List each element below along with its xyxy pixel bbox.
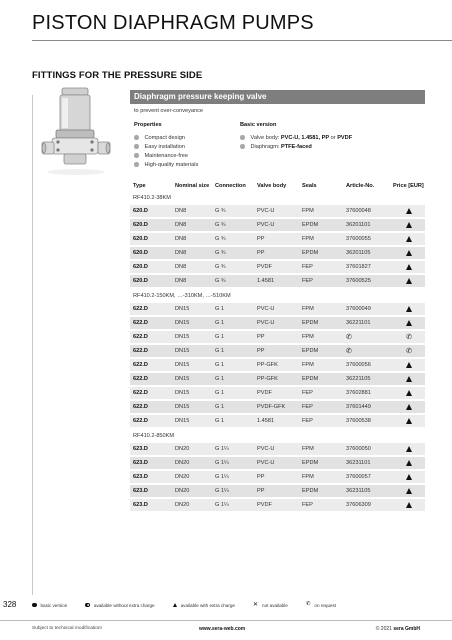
cross-icon: ✕ (252, 602, 259, 608)
header-connection: Connection (215, 183, 246, 189)
list-item: Maintenance-free (134, 151, 198, 160)
table-row (130, 499, 425, 511)
bullet-icon (134, 135, 139, 140)
price-cell: ✆ (406, 348, 412, 355)
valve-body-cell: PP (257, 250, 265, 256)
valve-body-cell: PVC-U (257, 446, 275, 452)
price-cell (393, 446, 425, 452)
connection-cell: G 1¼ (215, 460, 229, 466)
triangle-icon (406, 222, 412, 228)
price-cell (393, 236, 425, 242)
article-no-cell: 37600048 (346, 208, 371, 214)
article-no-cell: 36201105 (346, 250, 371, 256)
bullet-icon (134, 162, 139, 167)
seal-cell: FEP (302, 390, 313, 396)
price-cell (393, 474, 425, 480)
article-no-cell: ✆ (346, 334, 352, 341)
price-cell: ✆ (406, 334, 412, 341)
price-cell (393, 502, 425, 508)
section-title: FITTINGS FOR THE PRESSURE SIDE (32, 70, 203, 81)
connection-cell: G ¾ (215, 264, 226, 270)
table-header (130, 181, 425, 191)
table-row (130, 401, 425, 413)
triangle-icon (406, 320, 412, 326)
price-cell (393, 250, 425, 256)
basic-version-heading: Basic version (240, 122, 277, 128)
nominal-size-cell: DN15 (175, 334, 190, 340)
seal-cell: FPM (302, 236, 314, 242)
article-no-cell: 36231105 (346, 488, 371, 494)
type-cell: 623.D (133, 502, 148, 508)
valve-body-cell: PVC-U (257, 222, 275, 228)
table-row (130, 373, 425, 385)
basic-version-list (240, 133, 352, 151)
connection-cell: G 1 (215, 418, 225, 424)
article-no-cell: 36221101 (346, 320, 371, 326)
nominal-size-cell: DN20 (175, 446, 190, 452)
seal-cell: EPDM (302, 488, 319, 494)
valve-body-cell: PVDF (257, 390, 272, 396)
valve-body-cell: PVC-U (257, 320, 275, 326)
connection-cell: G 1 (215, 376, 225, 382)
nominal-size-cell: DN15 (175, 362, 190, 368)
nominal-size-cell: DN8 (175, 278, 187, 284)
header-divider (32, 40, 452, 41)
article-no-cell: 37602881 (346, 390, 371, 396)
connection-cell: G 1 (215, 334, 225, 340)
table-row (130, 387, 425, 399)
connection-cell: G 1¼ (215, 446, 229, 452)
price-cell (393, 488, 425, 494)
price-cell (393, 320, 425, 326)
table-row (130, 205, 425, 217)
properties-list (134, 133, 198, 169)
valve-body-cell: PP (257, 474, 265, 480)
seal-cell: FPM (302, 446, 314, 452)
seal-cell: FEP (302, 278, 313, 284)
nominal-size-cell: DN20 (175, 460, 190, 466)
type-cell: 622.D (133, 348, 148, 354)
connection-cell: G ¾ (215, 278, 226, 284)
list-item: Valve body: PVC-U, 1.4581, PP or PVDF (240, 133, 352, 142)
connection-cell: G 1¼ (215, 488, 229, 494)
table-row (130, 233, 425, 245)
article-no-cell: 37600538 (346, 418, 371, 424)
product-subtitle: to prevent over-conveyance (134, 108, 204, 114)
nominal-size-cell: DN8 (175, 250, 187, 256)
header-price: Price [EUR] (393, 183, 424, 189)
connection-cell: G 1 (215, 348, 225, 354)
price-cell (393, 264, 425, 270)
valve-body-cell: 1.4581 (257, 278, 275, 284)
article-no-cell: ✆ (346, 348, 352, 355)
type-cell: 622.D (133, 320, 148, 326)
price-cell (393, 418, 425, 424)
seal-cell: EPDM (302, 320, 319, 326)
table-row (130, 415, 425, 427)
list-item: Compact design (134, 133, 198, 142)
legend-item: ✕ not available (252, 602, 288, 608)
type-cell: 620.D (133, 278, 148, 284)
seal-cell: EPDM (302, 460, 319, 466)
triangle-icon (406, 474, 412, 480)
triangle-icon (406, 208, 412, 214)
valve-body-cell: PVDF (257, 264, 272, 270)
article-no-cell: 37600049 (346, 306, 371, 312)
triangle-icon (406, 236, 412, 242)
list-item: High-quality materials (134, 160, 198, 169)
list-item: Diaphragm: PTFE-faced (240, 142, 352, 151)
seal-cell: FPM (302, 362, 314, 368)
nominal-size-cell: DN15 (175, 390, 190, 396)
price-cell (393, 460, 425, 466)
header-type: Type (133, 183, 146, 189)
page-title: PISTON DIAPHRAGM PUMPS (32, 12, 314, 34)
seal-cell: FPM (302, 474, 314, 480)
half-circle-icon (85, 603, 90, 608)
product-banner: Diaphragm pressure keeping valve (130, 90, 425, 104)
nominal-size-cell: DN8 (175, 208, 187, 214)
table-row (130, 345, 425, 357)
article-no-cell: 36221105 (346, 376, 371, 382)
list-item: Easy installation (134, 142, 198, 151)
footer-divider (0, 620, 452, 621)
bullet-icon (240, 144, 245, 149)
table-row (130, 275, 425, 287)
type-cell: 620.D (133, 208, 148, 214)
triangle-icon (406, 390, 412, 396)
legend-item: basic version (32, 603, 67, 608)
price-cell (393, 362, 425, 368)
type-cell: 620.D (133, 250, 148, 256)
seal-cell: FPM (302, 208, 314, 214)
type-cell: 622.D (133, 418, 148, 424)
nominal-size-cell: DN15 (175, 376, 190, 382)
valve-body-cell: PVC-U (257, 460, 275, 466)
triangle-icon (406, 418, 412, 424)
header-nominal-size: Nominal size (175, 183, 210, 189)
type-cell: 622.D (133, 376, 148, 382)
type-cell: 623.D (133, 460, 148, 466)
article-no-cell: 37600056 (346, 362, 371, 368)
triangle-icon (406, 488, 412, 494)
connection-cell: G 1 (215, 306, 225, 312)
nominal-size-cell: DN8 (175, 236, 187, 242)
table-group-heading: RF410.2-38KM (133, 195, 171, 201)
valve-body-cell: PVDF-GFK (257, 404, 286, 410)
seal-cell: FEP (302, 404, 313, 410)
triangle-icon (406, 404, 412, 410)
triangle-icon (406, 278, 412, 284)
table-row (130, 471, 425, 483)
triangle-icon (406, 250, 412, 256)
page-number: 328 (3, 600, 17, 609)
triangle-icon (406, 376, 412, 382)
valve-body-cell: PVC-U (257, 306, 275, 312)
table-row (130, 485, 425, 497)
table-row (130, 331, 425, 343)
legend (32, 602, 354, 608)
nominal-size-cell: DN15 (175, 418, 190, 424)
bullet-icon (134, 153, 139, 158)
valve-body-cell: PP (257, 488, 265, 494)
type-cell: 622.D (133, 362, 148, 368)
properties-heading: Properties (134, 122, 162, 128)
article-no-cell: 37600050 (346, 446, 371, 452)
article-no-cell: 36231101 (346, 460, 371, 466)
article-no-cell: 37600057 (346, 474, 371, 480)
type-cell: 620.D (133, 222, 148, 228)
type-cell: 623.D (133, 488, 148, 494)
price-cell (393, 208, 425, 214)
triangle-icon (406, 306, 412, 312)
table-row (130, 317, 425, 329)
connection-cell: G 1¼ (215, 502, 229, 508)
table-group-heading: RF410.2-150KM, …-310KM, …-510KM (133, 293, 231, 299)
nominal-size-cell: DN15 (175, 320, 190, 326)
table-row (130, 219, 425, 231)
type-cell: 623.D (133, 446, 148, 452)
disclaimer: Subject to technical modification! (32, 626, 102, 631)
triangle-icon (406, 362, 412, 368)
nominal-size-cell: DN20 (175, 502, 190, 508)
header-seals: Seals (302, 183, 317, 189)
type-cell: 622.D (133, 306, 148, 312)
article-no-cell: 37600055 (346, 236, 371, 242)
price-cell (393, 222, 425, 228)
product-table (130, 181, 425, 513)
nominal-size-cell: DN15 (175, 404, 190, 410)
valve-body-cell: PP (257, 236, 265, 242)
type-cell: 620.D (133, 264, 148, 270)
table-row (130, 261, 425, 273)
table-row (130, 303, 425, 315)
connection-cell: G 1 (215, 404, 225, 410)
valve-body-cell: PP (257, 334, 265, 340)
price-cell (393, 278, 425, 284)
header-valve-body: Valve body (257, 183, 287, 189)
connection-cell: G 1¼ (215, 474, 229, 480)
table-row (130, 247, 425, 259)
seal-cell: EPDM (302, 348, 319, 354)
article-no-cell: 37601449 (346, 404, 371, 410)
valve-product-image (40, 86, 112, 178)
type-cell: 623.D (133, 474, 148, 480)
valve-body-cell: PP (257, 348, 265, 354)
table-row (130, 457, 425, 469)
dot-icon (32, 603, 37, 608)
margin-rule (32, 95, 33, 595)
legend-item: available with extra charge (173, 603, 235, 608)
nominal-size-cell: DN15 (175, 348, 190, 354)
header-article-no: Article-No. (346, 183, 375, 189)
nominal-size-cell: DN8 (175, 222, 187, 228)
triangle-icon (406, 264, 412, 270)
phone-icon: ✆ (305, 601, 311, 608)
connection-cell: G ¾ (215, 236, 226, 242)
article-no-cell: 37606309 (346, 502, 371, 508)
type-cell: 622.D (133, 334, 148, 340)
connection-cell: G ¾ (215, 222, 226, 228)
valve-body-cell: PP-GFK (257, 376, 278, 382)
triangle-icon (406, 502, 412, 508)
connection-cell: G 1 (215, 390, 225, 396)
legend-item: available without extra charge (85, 603, 154, 608)
triangle-icon (173, 603, 177, 607)
triangle-icon (406, 446, 412, 452)
seal-cell: FEP (302, 418, 313, 424)
seal-cell: FEP (302, 502, 313, 508)
price-cell (393, 390, 425, 396)
article-no-cell: 36201101 (346, 222, 371, 228)
copyright: © 2021 sera GmbH (375, 626, 420, 632)
valve-body-cell: PVC-U (257, 208, 275, 214)
table-row (130, 443, 425, 455)
price-cell (393, 306, 425, 312)
nominal-size-cell: DN8 (175, 264, 187, 270)
type-cell: 622.D (133, 404, 148, 410)
seal-cell: EPDM (302, 222, 319, 228)
valve-body-cell: PVDF (257, 502, 272, 508)
website-link[interactable]: www.sera-web.com (199, 626, 246, 632)
connection-cell: G ¾ (215, 250, 226, 256)
connection-cell: G ¾ (215, 208, 226, 214)
nominal-size-cell: DN15 (175, 306, 190, 312)
type-cell: 620.D (133, 236, 148, 242)
bullet-icon (240, 135, 245, 140)
seal-cell: EPDM (302, 250, 319, 256)
table-row (130, 359, 425, 371)
legend-item: ✆ on request (305, 601, 337, 608)
type-cell: 622.D (133, 390, 148, 396)
valve-body-cell: 1.4581 (257, 418, 275, 424)
price-cell (393, 404, 425, 410)
article-no-cell: 37600525 (346, 278, 371, 284)
triangle-icon (406, 460, 412, 466)
nominal-size-cell: DN20 (175, 488, 190, 494)
bullet-icon (134, 144, 139, 149)
seal-cell: EPDM (302, 376, 319, 382)
seal-cell: FPM (302, 306, 314, 312)
connection-cell: G 1 (215, 362, 225, 368)
connection-cell: G 1 (215, 320, 225, 326)
table-group-heading: RF410.2-850KM (133, 433, 175, 439)
price-cell (393, 376, 425, 382)
seal-cell: FPM (302, 334, 314, 340)
article-no-cell: 37601827 (346, 264, 371, 270)
table-body (130, 191, 425, 511)
seal-cell: FEP (302, 264, 313, 270)
valve-body-cell: PP-GFK (257, 362, 278, 368)
nominal-size-cell: DN20 (175, 474, 190, 480)
